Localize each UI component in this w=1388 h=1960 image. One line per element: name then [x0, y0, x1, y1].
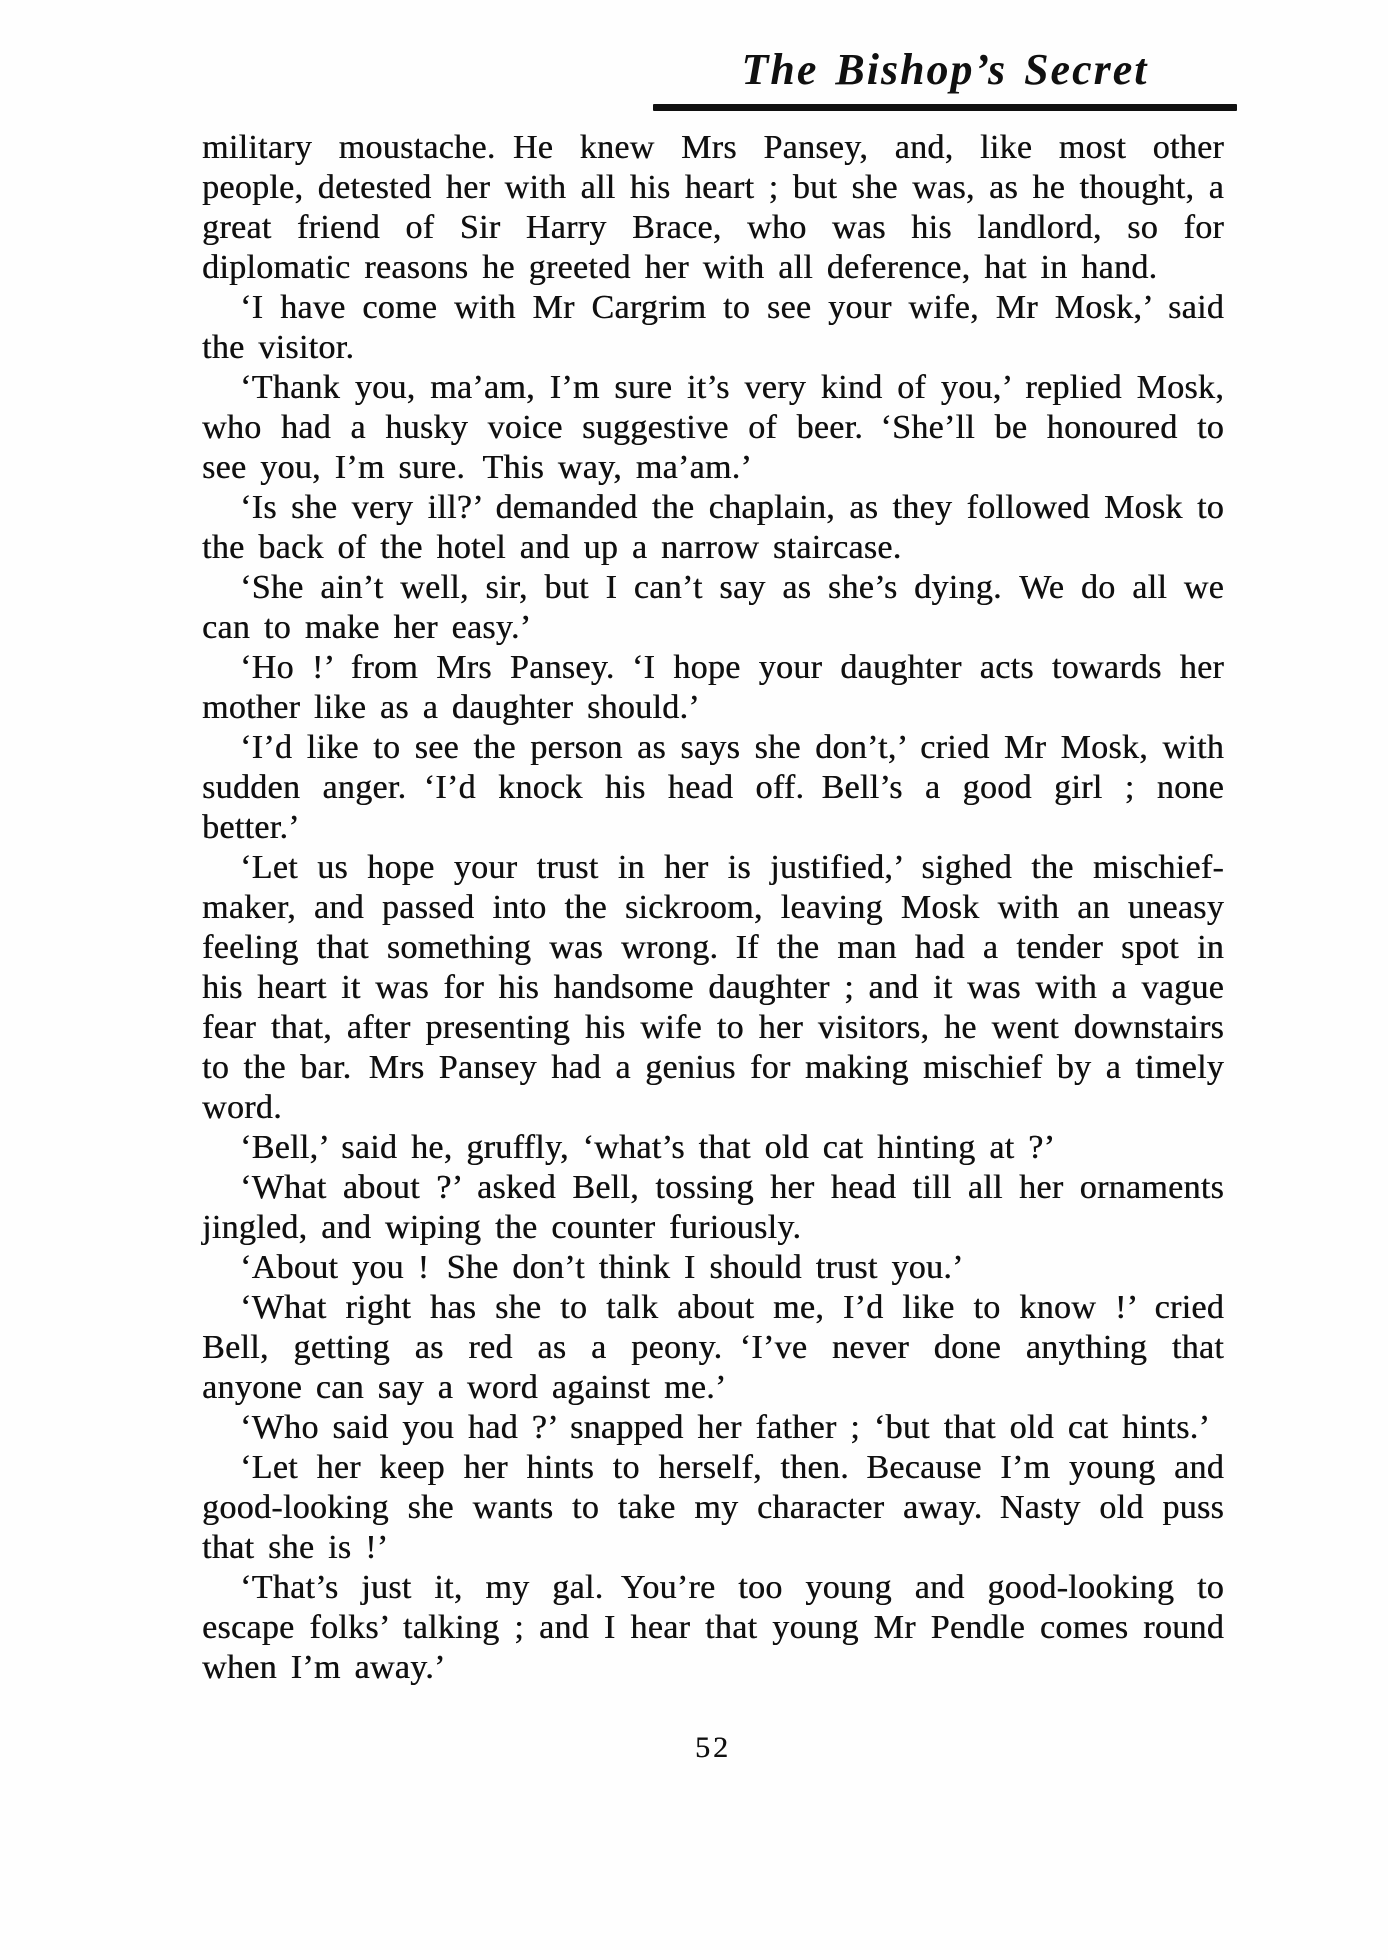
paragraph: ‘Is she very ill?’ demanded the chaplain, as they followed Mosk to the back of the hotel and up a narrow staircase.: [202, 489, 1224, 566]
paragraph: ‘Ho !’ from Mrs Pansey. ‘I hope your daughter acts towards her mother like as a daughter should.’: [202, 649, 1224, 726]
paragraph: ‘What about ?’ asked Bell, tossing her head till all her ornaments jingled, and wiping the counter furiously.: [202, 1169, 1224, 1246]
paragraph: ‘Who said you had ?’ snapped her father ; ‘but that old cat hints.’: [240, 1409, 1211, 1446]
paragraph: ‘About you ! She don’t think I should trust you.’: [240, 1249, 964, 1286]
text-block: [202, 128, 1224, 1798]
paragraph: ‘I have come with Mr Cargrim to see your wife, Mr Mosk,’ said the visitor.: [202, 289, 1224, 366]
paragraph: ‘She ain’t well, sir, but I can’t say as she’s dying. We do all we can to make her easy.’: [202, 569, 1224, 646]
paragraph: ‘Thank you, ma’am, I’m sure it’s very kind of you,’ replied Mosk, who had a husky voice suggestive of beer. ‘She’ll be honoured to see you, I’m sure. This way, ma’am.’: [202, 369, 1224, 486]
paragraph: ‘I’d like to see the person as says she don’t,’ cried Mr Mosk, with sudden anger. ‘I’d knock his head off. Bell’s a good girl ; none better.’: [202, 729, 1224, 846]
paragraph: military moustache. He knew Mrs Pansey, and, like most other people, detested her with all his heart ; but she was, as he thought, a great friend of Sir Harry Brace, who was his landlord, so for diplomatic reasons he greeted her with all deference, hat in hand.: [202, 129, 1224, 286]
paragraph: ‘Bell,’ said he, gruffly, ‘what’s that old cat hinting at ?’: [240, 1129, 1056, 1166]
running-title-block: [653, 44, 1237, 111]
page-header: [653, 44, 1237, 111]
paragraph: ‘Let her keep her hints to herself, then. Because I’m young and good-looking she wants to take my character away. Nasty old puss that she is !’: [202, 1449, 1224, 1566]
header-rule: [653, 104, 1237, 111]
page-number: 52: [695, 1731, 731, 1764]
paragraph: ‘Let us hope your trust in her is justified,’ sighed the mischief-maker, and passed into the sickroom, leaving Mosk with an uneasy feeling that something was wrong. If the man had a tender spot in his heart it was for his handsome daughter ; and it was with a vague fear that, after presenting his wife to her visitors, he went downstairs to the bar. Mrs Pansey had a genius for making mischief by a timely word.: [202, 849, 1224, 1126]
paragraph: ‘What right has she to talk about me, I’d like to know !’ cried Bell, getting as red as a peony. ‘I’ve never done anything that anyone can say a word against me.’: [202, 1289, 1224, 1406]
paragraph: ‘That’s just it, my gal. You’re too young and good-looking to escape folks’ talking ; and I hear that young Mr Pendle comes round when I’m away.’: [202, 1569, 1224, 1686]
running-title: The Bishop’s Secret: [741, 45, 1149, 94]
